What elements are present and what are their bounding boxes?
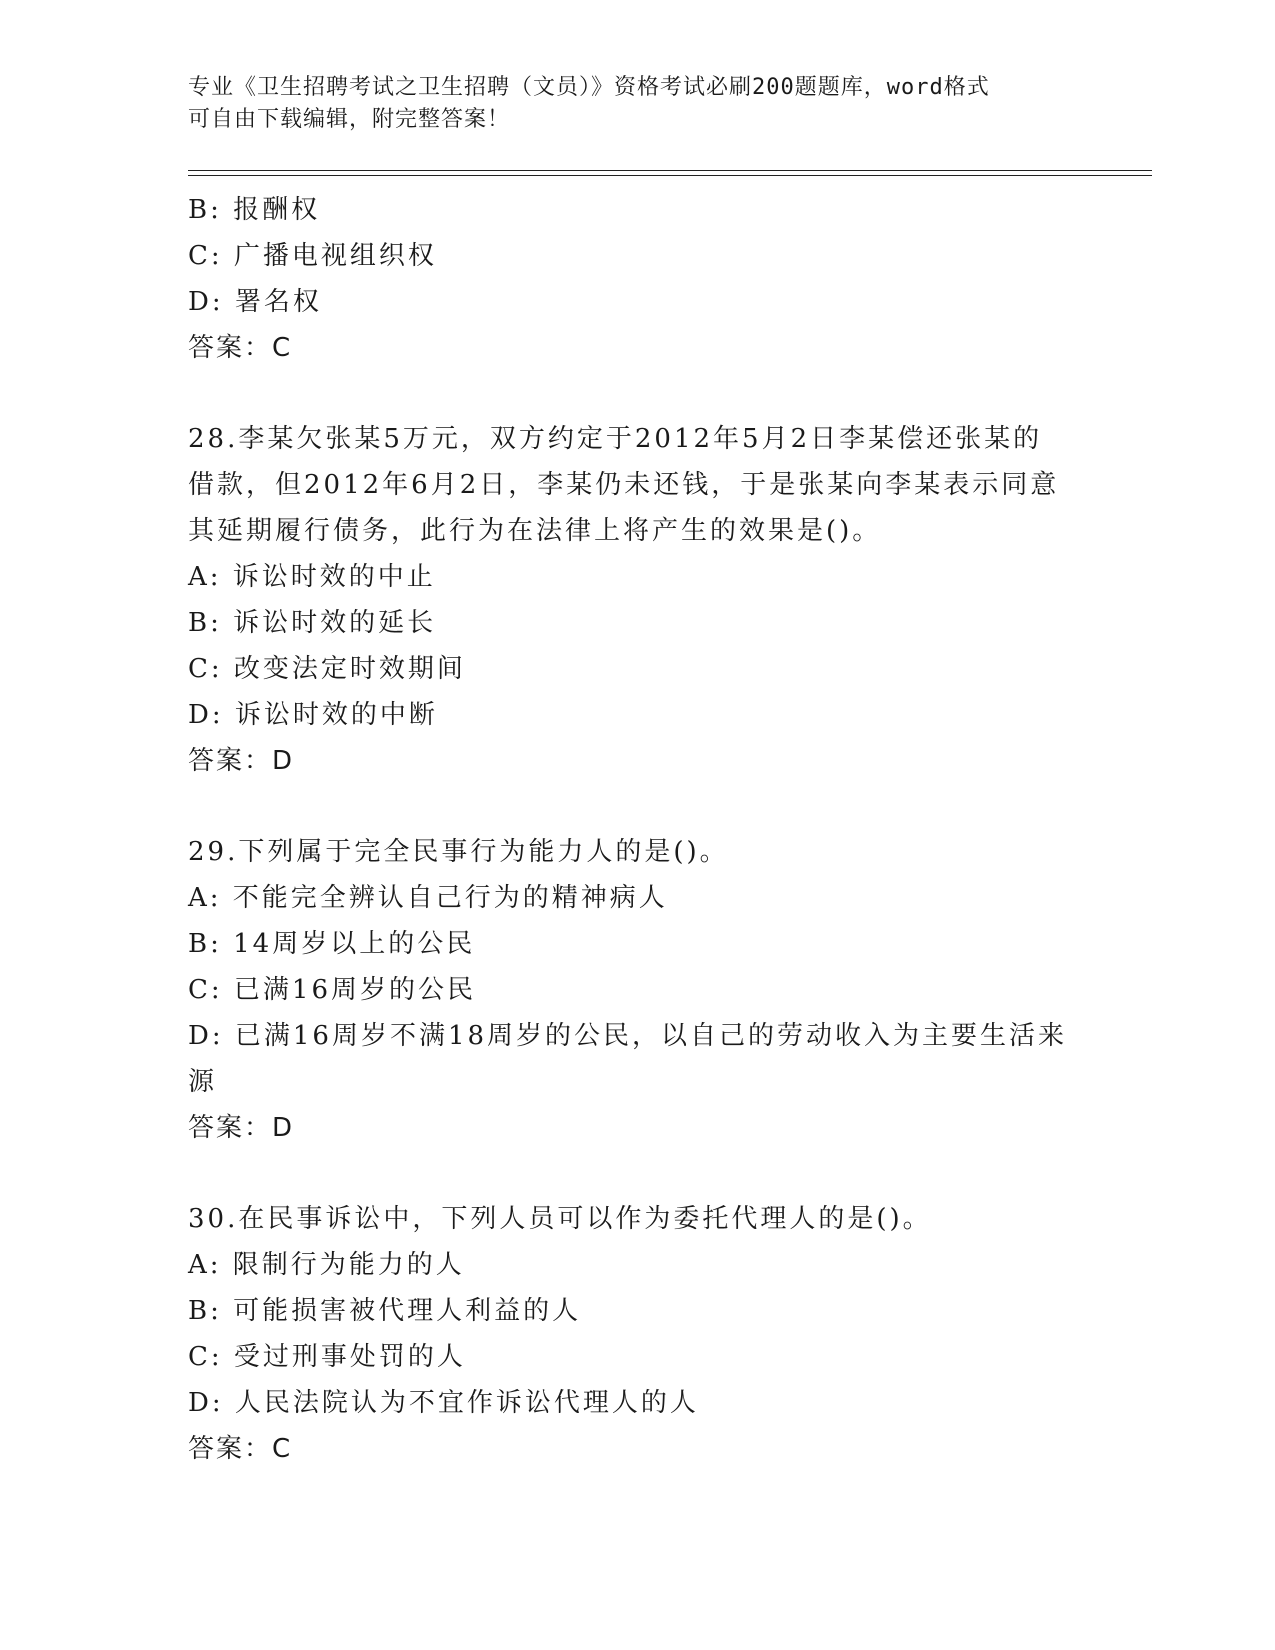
answer: 答案：C bbox=[188, 1434, 293, 1464]
option-d: D: 已满16周岁不满18周岁的公民，以自己的劳动收入为主要生活来 bbox=[188, 1021, 1068, 1051]
document-header bbox=[188, 72, 1068, 136]
question-30 bbox=[188, 1196, 1108, 1472]
question-stem-line: 其延期履行债务，此行为在法律上将产生的效果是()。 bbox=[188, 516, 882, 546]
option-a: A: 不能完全辨认自己行为的精神病人 bbox=[188, 883, 668, 913]
option-d: D: 署名权 bbox=[188, 287, 322, 317]
question-list bbox=[188, 187, 1108, 1472]
option-c: C: 广播电视组织权 bbox=[188, 241, 437, 271]
header-rule-top bbox=[188, 170, 1152, 171]
option-c: C: 改变法定时效期间 bbox=[188, 654, 466, 684]
answer: 答案：C bbox=[188, 333, 293, 363]
option-b: B: 可能损害被代理人利益的人 bbox=[188, 1296, 582, 1326]
option-b: B: 报酬权 bbox=[188, 195, 321, 225]
question-stem-line: 借款，但2012年6月2日，李某仍未还钱，于是张某向李某表示同意 bbox=[188, 470, 1060, 500]
option-d: D: 诉讼时效的中断 bbox=[188, 700, 438, 730]
option-b: B: 14周岁以上的公民 bbox=[188, 929, 476, 959]
question-stem-line: 28.李某欠张某5万元，双方约定于2012年5月2日李某偿还张某的 bbox=[188, 424, 1043, 454]
question-28 bbox=[188, 416, 1108, 784]
option-d: D: 人民法院认为不宜作诉讼代理人的人 bbox=[188, 1388, 699, 1418]
option-c: C: 受过刑事处罚的人 bbox=[188, 1342, 466, 1372]
option-b: B: 诉讼时效的延长 bbox=[188, 608, 437, 638]
answer: 答案：D bbox=[188, 1113, 295, 1143]
answer: 答案：D bbox=[188, 746, 295, 776]
option-c: C: 已满16周岁的公民 bbox=[188, 975, 477, 1005]
previous-question-tail bbox=[188, 187, 1108, 371]
header-line-2: 可自由下载编辑，附完整答案！ bbox=[188, 107, 511, 132]
option-a: A: 限制行为能力的人 bbox=[188, 1250, 465, 1280]
question-29 bbox=[188, 829, 1108, 1151]
option-d-continuation: 源 bbox=[188, 1067, 218, 1097]
question-stem-line: 29.下列属于完全民事行为能力人的是()。 bbox=[188, 837, 729, 867]
header-rule-bottom bbox=[188, 175, 1152, 176]
header-line-1: 专业《卫生招聘考试之卫生招聘（文员）》资格考试必刷200题题库，word格式 bbox=[188, 75, 990, 100]
option-a: A: 诉讼时效的中止 bbox=[188, 562, 436, 592]
question-stem-line: 30.在民事诉讼中，下列人员可以作为委托代理人的是()。 bbox=[188, 1204, 932, 1234]
